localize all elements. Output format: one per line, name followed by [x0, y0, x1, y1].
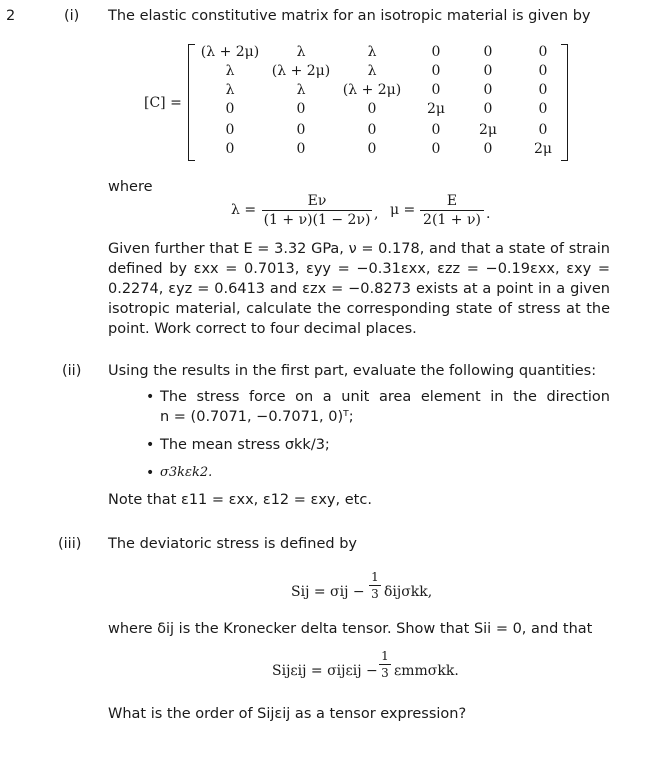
given-paragraph: Given further that E = 3.32 GPa, ν = 0.178, and that a state of strain defined by εxx = 0.7013, εyy = −0.31εxx, εzz = −0.19εxx, εxy = 0.2274, εyz = 0.6413 and εzx = −0.8273 exists at a point in a given isotropic material, calculate the corresponding state of stress at the point. Work correct to four decimal places.: [108, 241, 610, 337]
matrix-cell: 0: [367, 141, 377, 157]
matrix-cell: 0: [538, 44, 548, 60]
product-frac-den: 3: [381, 666, 389, 680]
matrix-cell: 2μ: [426, 101, 445, 117]
matrix-cell: 2μ: [533, 141, 552, 157]
lambda-numerator: Eν: [307, 193, 327, 209]
matrix-cell: λ: [367, 44, 377, 60]
matrix-cell: 0: [483, 44, 493, 60]
matrix-cell: 0: [296, 122, 306, 138]
matrix-cell: 0: [483, 63, 493, 79]
product-eq-fraction: [379, 649, 391, 680]
product-frac-bar: [379, 664, 391, 665]
bullet-2-text: The mean stress σkk/3;: [160, 437, 330, 453]
deviatoric-frac-den: 3: [371, 587, 379, 601]
matrix-cell: 0: [225, 141, 235, 157]
bullet-2-marker: •: [146, 437, 155, 453]
matrix-cell: 0: [367, 101, 377, 117]
mu-lhs: μ =: [390, 202, 416, 218]
bullet-1-marker: •: [146, 389, 155, 405]
matrix-cell: 0: [483, 141, 493, 157]
matrix-cell: 0: [431, 122, 441, 138]
matrix-cell: 0: [367, 122, 377, 138]
bullet-3-text: σ3kεk2.: [160, 465, 213, 480]
bullet-1-line1: The stress force on a unit area element in the direction: [160, 389, 610, 405]
deviatoric-eq-lhs: Sij = σij −: [291, 584, 365, 600]
mu-fraction: [420, 193, 484, 228]
bullet-3-marker: •: [146, 465, 155, 481]
part-i-intro: The elastic constitutive matrix for an isotropic material is given by: [108, 8, 591, 24]
matrix-label: [C] =: [144, 95, 182, 111]
part-ii-intro: Using the results in the first part, evaluate the following quantities:: [108, 363, 597, 379]
deviatoric-frac-bar: [369, 585, 381, 586]
matrix-cell: 0: [483, 101, 493, 117]
matrix-cell: 0: [538, 122, 548, 138]
lambda-separator: ,: [374, 206, 379, 222]
matrix-cell: 0: [431, 141, 441, 157]
matrix-cell: 0: [296, 101, 306, 117]
matrix-cell: λ: [225, 63, 235, 79]
matrix-cell: 0: [225, 101, 235, 117]
matrix-cell: 0: [431, 44, 441, 60]
product-eq-lhs: Sijεij = σijεij −: [272, 663, 378, 679]
product-eq-rhs: εmmσkk.: [394, 663, 459, 679]
matrix-cell: 0: [538, 82, 548, 98]
matrix-cell: 0: [296, 141, 306, 157]
note-text: Note that ε11 = εxx, ε12 = εxy, etc.: [108, 492, 372, 508]
mu-fraction-bar: [420, 210, 484, 211]
mu-numerator: E: [446, 193, 458, 209]
lambda-fraction: [262, 193, 372, 228]
product-frac-num: 1: [381, 649, 389, 663]
matrix-cell: 2μ: [478, 122, 497, 138]
order-question: What is the order of Sijεij as a tensor expression?: [108, 706, 467, 722]
deviatoric-frac-num: 1: [371, 570, 379, 584]
lambda-fraction-bar: [262, 210, 372, 211]
bullet-1-line2: n = (0.7071, −0.7071, 0)ᵀ;: [160, 409, 354, 425]
matrix-cell: λ: [367, 63, 377, 79]
matrix-cell: 0: [225, 122, 235, 138]
matrix-cell: 0: [431, 63, 441, 79]
matrix-cell: 0: [483, 82, 493, 98]
matrix-cell: λ: [225, 82, 235, 98]
lambda-lhs: λ =: [231, 202, 257, 218]
part-iii-intro: The deviatoric stress is defined by: [108, 536, 358, 552]
matrix-cell: (λ + 2μ): [342, 82, 402, 98]
matrix-cell: 0: [538, 63, 548, 79]
matrix-cell: λ: [296, 82, 306, 98]
where-label: where: [108, 179, 153, 195]
matrix-cell: 0: [431, 82, 441, 98]
matrix-cell: (λ + 2μ): [271, 63, 331, 79]
matrix-cell: λ: [296, 44, 306, 60]
deviatoric-eq-fraction: [369, 570, 381, 601]
question-number: 2: [6, 8, 16, 24]
lambda-denominator: (1 + ν)(1 − 2ν): [263, 212, 371, 228]
part-label-i: (i): [64, 8, 80, 24]
part-label-ii: (ii): [62, 363, 82, 379]
mu-denominator: 2(1 + ν): [423, 212, 481, 228]
matrix-cell: 0: [538, 101, 548, 117]
deviatoric-eq-rhs: δijσkk,: [384, 584, 433, 600]
part-label-iii: (iii): [58, 536, 82, 552]
kronecker-text: where δij is the Kronecker delta tensor. Show that Sii = 0, and that: [108, 621, 593, 637]
matrix-cell: (λ + 2μ): [200, 44, 260, 60]
mu-end: .: [486, 206, 491, 222]
